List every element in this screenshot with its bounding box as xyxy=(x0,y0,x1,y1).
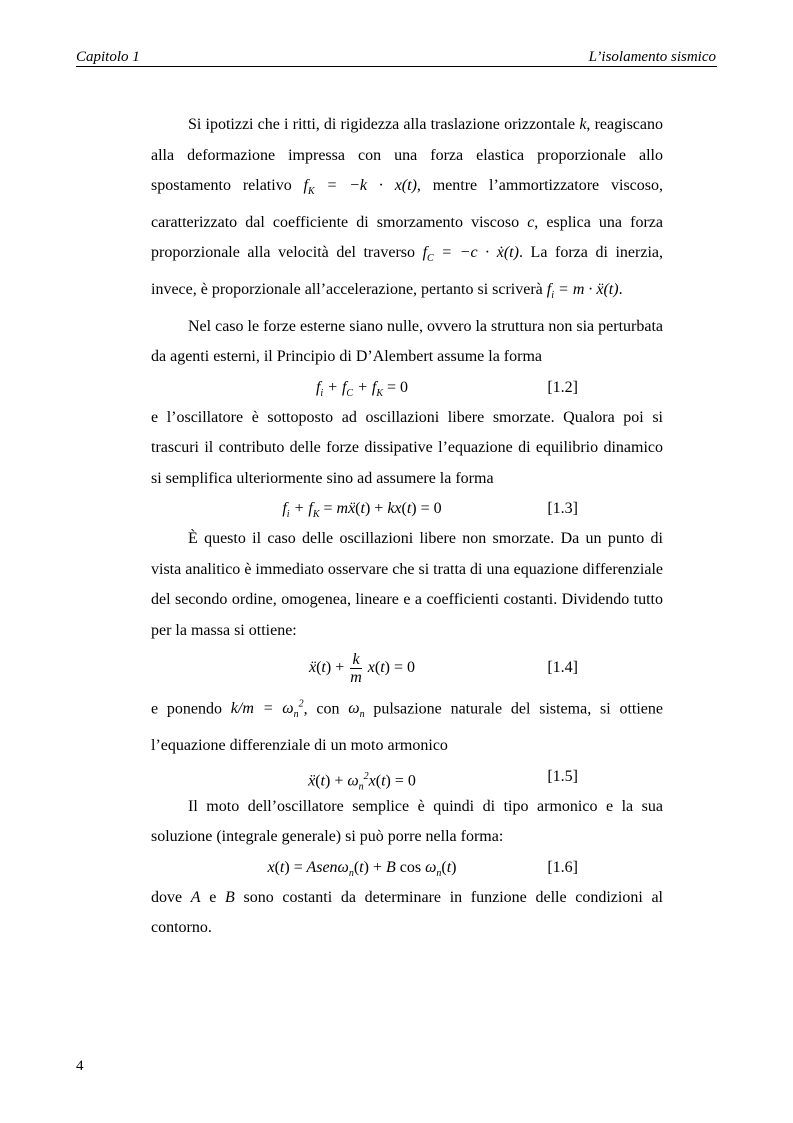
equation-1-2-formula: $f_i + f_C + f_K = 0$ xyxy=(315,378,409,399)
formula-fk: $f_K = -k \cdot x(t)$ xyxy=(303,177,417,198)
paragraph-2: Nel caso le forze esterne siano nulle, ovvero la struttura non sia perturbata da agenti esterni, il Principio di D’Alembert assume la forma xyxy=(151,317,663,366)
page-number: 4 xyxy=(76,1058,84,1074)
equation-1-6-label: [1.6] xyxy=(547,858,578,876)
equation-1-5 xyxy=(151,762,663,792)
page-body xyxy=(151,110,663,944)
equation-1-5-label: [1.5] xyxy=(547,767,578,785)
equation-1-6 xyxy=(151,853,663,883)
formula-fi: $f_i = m$ · ẍ(t) xyxy=(546,280,619,302)
paragraph-1: Si ipotizzi che i ritti, di rigidezza alla traslazione orizzontale k, reagiscano alla deformazione impressa con una forza elastica proporzionale allo spostamento relativo $f_K = -k \cdot x(t)$, mentre l’ammortizzatore viscoso, caratterizzato dal coefficiente di smorzamento viscoso c, esplica una forza proporzionale alla velocità del traverso $f_C = -c$ · ẋ(t). La forza di inerzia, invece, è proporzionale all’accelerazione, pertanto si scriverà $f_i = m$ · ẍ(t). xyxy=(151,116,664,302)
symbol-omega-n: $\omega_n$ xyxy=(348,700,365,721)
paragraph-4: È questo il caso delle oscillazioni libere non smorzate. Da un punto di vista analitico è immediato osservare che si tratta di una equazione differenziale del secondo ordine, omogenea, lineare e a coefficienti costanti. Dividendo tutto per la massa si ottiene: xyxy=(151,530,663,639)
section-header: L’isolamento sismico xyxy=(588,49,716,65)
equation-1-4-label: [1.4] xyxy=(547,659,578,677)
paragraph-6: Il moto dell’oscillatore semplice è quindi di tipo armonico e la sua soluzione (integrale generale) si può porre nella forma: xyxy=(151,797,663,846)
paragraph-7: dove A e B sono costanti da determinare in funzione delle condizioni al contorno. xyxy=(151,888,663,937)
equation-1-4-formula: ẍ(t) + $\frac{k}{m}$ x(t) = 0 xyxy=(308,650,416,686)
header-rule xyxy=(76,66,717,67)
formula-omega-def: $k/m = \omega_n^2$ xyxy=(230,699,304,721)
fraction-k-over-m: $\frac{k}{m}$ xyxy=(350,650,362,686)
equation-1-3 xyxy=(151,494,663,524)
paragraph-3: e l’oscillatore è sottoposto ad oscillazioni libere smorzate. Qualora poi si trascuri il contributo delle forze dissipative l’equazione di equilibrio dinamico si semplifica ulteriormente sino ad assumere la forma xyxy=(151,408,663,487)
equation-1-3-label: [1.3] xyxy=(547,500,578,518)
equation-1-6-formula: x(t) = Asenω$_n$(t) + B $\cos \omega_n(t)$ xyxy=(267,858,457,879)
chapter-header: Capitolo 1 xyxy=(76,49,140,65)
equation-1-4 xyxy=(151,646,663,690)
equation-1-2 xyxy=(151,373,663,403)
equation-1-3-formula: $f_i + f_K$ = mẍ(t) + kx(t) = 0 xyxy=(282,500,442,521)
formula-fc: $f_C = -c$ · ẋ(t) xyxy=(422,244,519,265)
equation-1-5-formula: ẍ(t) + $\omega_n^2x(t) = 0$ xyxy=(308,770,416,793)
paragraph-5: e ponendo $k/m = \omega_n^2$, con $\omega_n$ pulsazione naturale del sistema, si ottiene l’equazione differenziale di un moto armonico xyxy=(151,699,664,755)
equation-1-2-label: [1.2] xyxy=(547,378,578,396)
